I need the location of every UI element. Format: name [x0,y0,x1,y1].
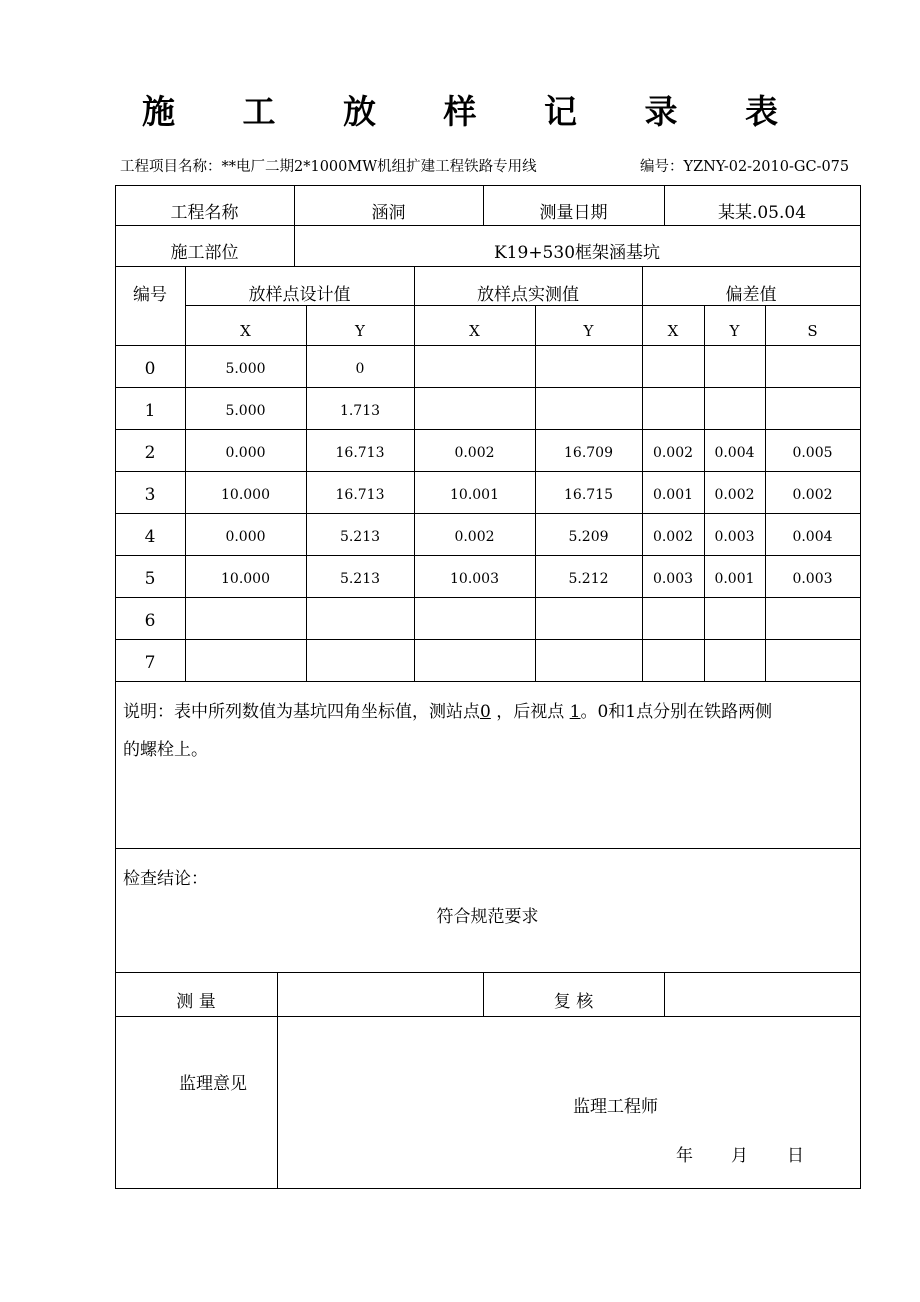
grid-line-horizontal [115,345,861,346]
grid-line-horizontal [115,681,861,682]
row-number: 2 [144,443,156,463]
cell-ex: 0.003 [652,571,694,587]
cell-mx: 0.002 [454,445,495,461]
cell-es: 0.003 [792,571,833,587]
grid-line-horizontal [115,471,861,472]
reviewer-label: 复 核 [553,992,594,1012]
subheader-mx: X [469,322,480,340]
cell-my: 5.212 [568,571,609,587]
row-number: 0 [144,359,156,379]
deviation-header: 偏差值 [725,285,777,305]
grid-line-horizontal [185,305,861,306]
grid-line-horizontal [115,225,861,226]
subheader-ey: Y [729,322,740,340]
cell-ex: 0.002 [652,445,694,461]
cell-dy: 16.713 [335,487,385,503]
cell-mx: 10.001 [450,487,499,503]
grid-line-vertical [277,972,278,1189]
grid-line-horizontal [115,597,861,598]
grid-line-horizontal [115,387,861,388]
row-number: 7 [144,653,156,673]
cell-my: 5.209 [568,529,609,545]
cell-es: 0.005 [792,445,833,461]
subheader-es: S [807,322,818,340]
grid-line-horizontal [115,972,861,973]
subheader-dx: X [240,322,251,340]
cell-es: 0.004 [792,529,833,545]
supervision-label: 监理意见 [179,1074,247,1094]
project-name-value: 涵洞 [371,203,406,223]
cell-dy: 16.713 [335,445,385,461]
cell-my: 16.709 [564,445,613,461]
subheader-ex: X [667,322,679,340]
date-day: 日 [787,1146,804,1166]
cell-dy: 1.713 [339,403,381,419]
grid-line-vertical [664,972,665,1017]
subheader-my: Y [583,322,594,340]
conclusion-value: 符合规范要求 [436,907,539,927]
location-label: 施工部位 [170,243,239,263]
grid-line-horizontal [115,848,861,849]
cell-dx: 5.000 [225,403,266,419]
cell-ey: 0.003 [714,529,755,545]
cell-mx: 0.002 [454,529,495,545]
cell-dy: 5.213 [339,529,381,545]
cell-dy: 5.213 [339,571,381,587]
cell-mx: 10.003 [450,571,499,587]
document-code: 编号：YZNY-02-2010-GC-075 [640,159,850,175]
cell-ex: 0.001 [652,487,694,503]
row-number: 5 [144,569,156,589]
cell-dy: 0 [355,361,365,377]
row-number: 3 [144,485,156,505]
cell-dx: 5.000 [225,361,266,377]
cell-ey: 0.004 [714,445,755,461]
project-name-meta: 工程项目名称：**电厂二期2*1000MW机组扩建工程铁路专用线 [120,159,537,175]
grid-line-horizontal [115,513,861,514]
supervising-engineer-label: 监理工程师 [573,1097,658,1117]
backsight-point: 1 [569,702,581,722]
subheader-dy: Y [355,322,365,340]
grid-line-horizontal [115,1016,861,1017]
survey-date-value: 某某.05.04 [717,203,807,223]
surveyor-label: 测 量 [176,992,216,1012]
grid-line-vertical [115,185,116,1189]
col-number-header: 编号 [133,285,167,305]
cell-my: 16.715 [564,487,613,503]
design-values-header: 放样点设计值 [248,285,351,305]
location-value: K19+530框架涵基坑 [493,243,661,263]
cell-dx: 10.000 [221,487,270,503]
grid-line-horizontal [115,1188,861,1189]
grid-line-horizontal [115,429,861,430]
grid-line-horizontal [115,185,861,186]
cell-ey: 0.001 [714,571,755,587]
grid-line-horizontal [115,639,861,640]
cell-dx: 0.000 [225,529,266,545]
date-month: 月 [731,1146,748,1166]
cell-dx: 0.000 [225,445,266,461]
note-text: 说明：表中所列数值为基坑四角坐标值，测站点0 ，后视点 1。0和1点分别在铁路两侧 [123,702,773,722]
cell-ex: 0.002 [652,529,694,545]
grid-line-horizontal [115,266,861,267]
row-number: 4 [144,527,156,547]
measured-values-header: 放样点实测值 [477,285,579,305]
cell-ey: 0.002 [714,487,755,503]
cell-es: 0.002 [792,487,833,503]
conclusion-label: 检查结论： [123,869,208,889]
grid-line-horizontal [115,555,861,556]
date-year: 年 [676,1146,693,1166]
grid-line-vertical [860,185,861,1189]
cell-dx: 10.000 [221,571,270,587]
page-title: 施 工 放 样 记 录 表 [142,92,806,131]
project-name-label: 工程名称 [170,203,239,223]
survey-date-label: 测量日期 [539,203,608,223]
station-point: 0 [480,702,491,722]
row-number: 1 [144,401,156,421]
note-text-line2: 的螺栓上。 [123,740,208,760]
row-number: 6 [144,611,156,631]
